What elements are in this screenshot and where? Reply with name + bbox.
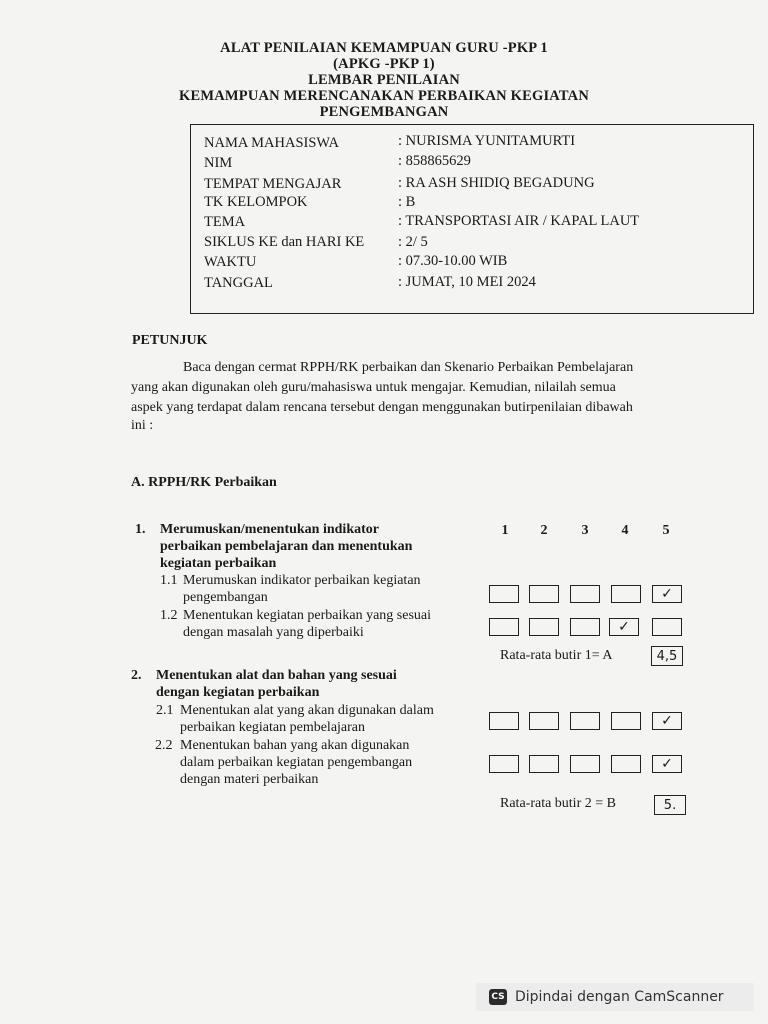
item-1-2-line-1: Menentukan kegiatan perbaikan yang sesuai <box>183 608 432 623</box>
score-box-1-1-1[interactable] <box>489 585 519 603</box>
doc-title-line4: KEMAMPUAN MERENCANAKAN PERBAIKAN KEGIATAN <box>178 88 590 104</box>
info-label-tanggal: TANGGAL <box>204 275 273 291</box>
doc-title-line1: ALAT PENILAIAN KEMAMPUAN GURU -PKP 1 <box>220 40 548 56</box>
camscanner-logo-icon: CS <box>489 989 507 1005</box>
item-2-2-line-3: dengan materi perbaikan <box>180 772 319 787</box>
score-box-1-2-5[interactable] <box>652 618 682 636</box>
petunjuk-line-3: aspek yang terdapat dalam rencana tersebut dengan menggunakan butirpenilaian dibawah <box>131 400 633 415</box>
doc-title-line2: (APKG -PKP 1) <box>333 56 435 72</box>
score-box-2-2-1[interactable] <box>489 755 519 773</box>
item-2-2-line-1: Menentukan bahan yang akan digunakan <box>180 738 410 753</box>
score-box-2-2-3[interactable] <box>570 755 600 773</box>
petunjuk-line-4: ini : <box>131 418 154 433</box>
score-box-1-1-5[interactable] <box>652 585 682 603</box>
score-box-1-1-4[interactable] <box>611 585 641 603</box>
item-2-1-number: 2.1 <box>156 703 174 718</box>
item-1-title-line-1: Merumuskan/menentukan indikator <box>160 522 379 537</box>
score-box-1-2-4[interactable] <box>609 618 639 636</box>
score-box-2-2-2[interactable] <box>529 755 559 773</box>
score-box-1-1-2[interactable] <box>529 585 559 603</box>
info-label-siklus: SIKLUS KE dan HARI KE <box>204 234 365 250</box>
info-value-tempat: : RA ASH SHIDIQ BEGADUNG <box>398 175 595 191</box>
item-2-title-line-1: Menentukan alat dan bahan yang sesuai <box>156 668 397 683</box>
petunjuk-heading: PETUNJUK <box>132 333 208 348</box>
score-box-2-2-5[interactable] <box>652 755 682 773</box>
item-1-number: 1. <box>135 522 146 537</box>
item-2-1-line-1: Menentukan alat yang akan digunakan dalam <box>180 703 434 718</box>
item-1-1-line-2: pengembangan <box>183 590 268 605</box>
avg-value-box-2[interactable]: 5. <box>654 795 686 815</box>
scale-2: 2 <box>540 523 548 538</box>
info-value-tema: : TRANSPORTASI AIR / KAPAL LAUT <box>398 213 640 229</box>
avg-value-box-1[interactable]: 4,5 <box>651 646 683 666</box>
item-1-title-line-3: kegiatan perbaikan <box>160 556 277 571</box>
score-box-1-1-3[interactable] <box>570 585 600 603</box>
item-1-1-number: 1.1 <box>160 573 178 588</box>
info-label-name: NAMA MAHASISWA <box>204 135 339 151</box>
info-value-nim: : 858865629 <box>398 153 471 169</box>
item-1-1-line-1: Merumuskan indikator perbaikan kegiatan <box>183 573 421 588</box>
info-value-name: : NURISMA YUNITAMURTI <box>398 133 576 149</box>
info-value-tanggal: : JUMAT, 10 MEI 2024 <box>398 274 536 290</box>
avg-label-1: Rata-rata butir 1= A <box>500 648 613 663</box>
camscanner-stamp-text: Dipindai dengan CamScanner <box>515 989 724 1005</box>
check-icon: ✓ <box>661 713 673 729</box>
score-box-1-2-1[interactable] <box>489 618 519 636</box>
info-value-kelompok: : B <box>398 194 416 210</box>
item-2-title-line-2: dengan kegiatan perbaikan <box>156 685 320 700</box>
info-label-tema: TEMA <box>204 214 246 230</box>
score-box-1-2-2[interactable] <box>529 618 559 636</box>
check-icon: ✓ <box>661 586 673 602</box>
identity-box <box>190 124 754 314</box>
camscanner-stamp <box>476 983 754 1011</box>
score-box-2-1-1[interactable] <box>489 712 519 730</box>
petunjuk-line-1: Baca dengan cermat RPPH/RK perbaikan dan Skenario Perbaikan Pembelajaran <box>183 360 634 375</box>
info-label-nim: NIM <box>204 155 233 171</box>
petunjuk-line-2: yang akan digunakan oleh guru/mahasiswa untuk mengajar. Kemudian, nilailah semua <box>131 380 616 395</box>
info-value-waktu: : 07.30-10.00 WIB <box>398 253 508 269</box>
section-a-heading: A. RPPH/RK Perbaikan <box>131 475 277 490</box>
score-box-2-2-4[interactable] <box>611 755 641 773</box>
item-2-1-line-2: perbaikan kegiatan pembelajaran <box>180 720 366 735</box>
item-2-2-number: 2.2 <box>155 738 173 753</box>
scale-1: 1 <box>501 523 509 538</box>
score-box-1-2-3[interactable] <box>570 618 600 636</box>
scale-5: 5 <box>662 523 670 538</box>
check-icon: ✓ <box>618 619 630 635</box>
item-2-2-line-2: dalam perbaikan kegiatan pengembangan <box>180 755 413 770</box>
score-box-2-1-3[interactable] <box>570 712 600 730</box>
item-2-number: 2. <box>131 668 142 683</box>
avg-label-2: Rata-rata butir 2 = B <box>500 796 616 811</box>
item-1-title-line-2: perbaikan pembelajaran dan menentukan <box>160 539 413 554</box>
info-label-tempat: TEMPAT MENGAJAR <box>204 176 342 192</box>
info-label-waktu: WAKTU <box>204 254 257 270</box>
check-icon: ✓ <box>661 756 673 772</box>
info-value-siklus: : 2/ 5 <box>398 234 428 250</box>
doc-title-line3: LEMBAR PENILAIAN <box>308 72 460 88</box>
scale-4: 4 <box>621 523 629 538</box>
info-label-kelompok: TK KELOMPOK <box>204 194 308 210</box>
doc-title-line5: PENGEMBANGAN <box>319 104 449 120</box>
score-box-2-1-2[interactable] <box>529 712 559 730</box>
item-1-2-number: 1.2 <box>160 608 178 623</box>
score-box-2-1-4[interactable] <box>611 712 641 730</box>
item-1-2-line-2: dengan masalah yang diperbaiki <box>183 625 364 640</box>
score-box-2-1-5[interactable] <box>652 712 682 730</box>
scale-3: 3 <box>581 523 589 538</box>
